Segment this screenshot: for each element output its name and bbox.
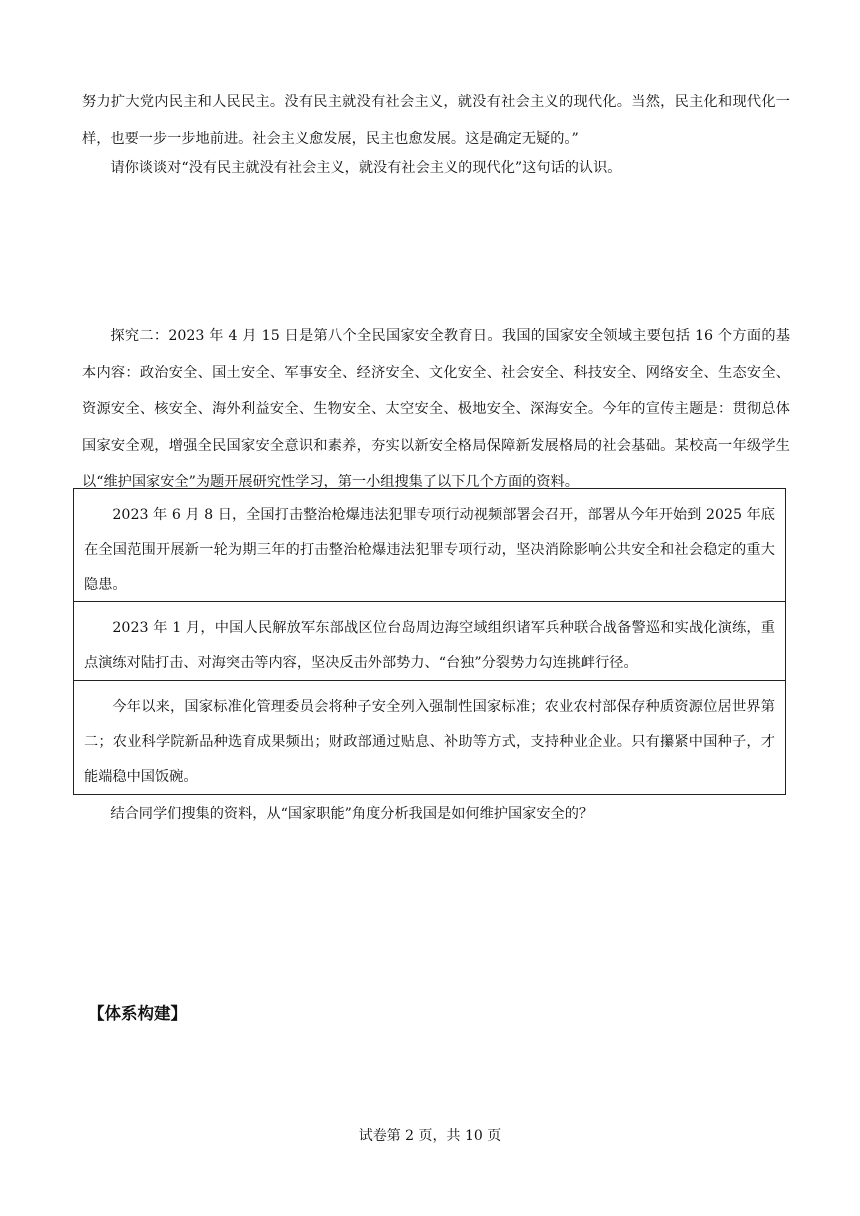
material-row-1: 2023 年 6 月 8 日，全国打击整治枪爆违法犯罪专项行动视频部署会召开，部署从今年开始到 2025 年底在全国范围开展新一轮为期三年的打击整治枪爆违法犯罪专项行动，坚决消除影响公共安全和社会稳定的重大隐患。: [74, 489, 785, 602]
section-heading: 【体系构建】: [88, 1004, 187, 1023]
question-2: 结合同学们搜集的资料，从“国家职能”角度分析我国是如何维护国家安全的？: [110, 806, 594, 822]
intro-paragraph: 努力扩大党内民主和人民民主。没有民主就没有社会主义，就没有社会主义的现代化。当然，民主化和现代化一样，也要一步一步地前进。社会主义愈发展，民主也愈发展。这是确定无疑的。”: [82, 94, 790, 147]
materials-table: [73, 488, 786, 795]
material-row-3: 今年以来，国家标准化管理委员会将种子安全列入强制性国家标准；农业农村部保存种质资源位居世界第二；农业科学院新品种选育成果频出；财政部通过贴息、补助等方式，支持种业企业。只有攥紧中国种子，才能端稳中国饭碗。: [84, 699, 775, 785]
material-row-2: 2023 年 1 月，中国人民解放军东部战区位台岛周边海空域组织诸军兵种联合战备警巡和实战化演练，重点演练对陆打击、对海突击等内容，坚决反击外部势力、“台独”分裂势力勾连挑衅行径。: [74, 602, 785, 681]
explore-2-paragraph: 探究二：2023 年 4 月 15 日是第八个全民国家安全教育日。我国的国家安全领域主要包括 16 个方面的基本内容：政治安全、国土安全、军事安全、经济安全、文化安全、社会安全、科技安全、网络安全、生态安全、资源安全、核安全、海外利益安全、生物安全、太空安全、极地安全、深海安全。今年的宣传主题是：贯彻总体国家安全观，增强全民国家安全意识和素养，夯实以新安全格局保障新发展格局的社会基础。某校高一年级学生以“维护国家安全”为题开展研究性学习，第一小组搜集了以下几个方面的资料。: [82, 328, 790, 490]
page-footer: 试卷第 2 页，共 10 页: [358, 1128, 502, 1144]
question-1: 请你谈谈对“没有民主就没有社会主义，就没有社会主义的现代化”这句话的认识。: [110, 160, 622, 176]
